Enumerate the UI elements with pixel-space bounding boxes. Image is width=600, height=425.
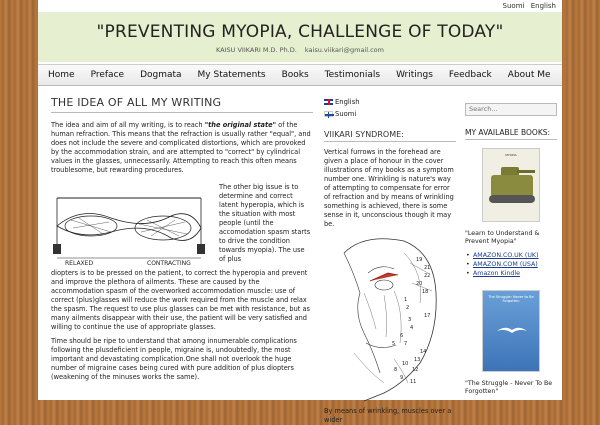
face-label-5: 5 [392, 341, 396, 347]
face-label-18: 18 [422, 289, 429, 295]
main-column [51, 96, 313, 387]
site-title[interactable]: "PREVENTING MYOPIA, CHALLENGE OF TODAY" [96, 22, 504, 42]
lang-link-english[interactable]: English [530, 2, 556, 10]
lang-link-suomi[interactable]: Suomi [502, 2, 525, 10]
tank-tread [489, 195, 535, 203]
nav-feedback[interactable]: Feedback [448, 70, 492, 80]
intro-paragraph [51, 121, 313, 175]
nav-writings[interactable]: Writings [396, 70, 433, 80]
intro-emphasis: "the original state" [204, 121, 277, 129]
amazon-uk-link[interactable]: AMAZON.CO.UK (UK) [473, 251, 539, 259]
face-label-14: 14 [420, 349, 427, 355]
page-wrapper [38, 0, 562, 424]
face-label-1: 1 [404, 297, 408, 303]
figure-row [51, 180, 313, 269]
book2-cover-title: The Struggle: Never to Be Forgotten [488, 294, 534, 303]
face-label-17: 17 [424, 313, 431, 319]
book-cover-struggle[interactable] [482, 290, 540, 372]
sidebar [465, 96, 557, 397]
lang-suomi-label: Suomi [335, 110, 357, 118]
face-label-7: 7 [404, 341, 408, 347]
lang-option-suomi[interactable] [324, 108, 456, 120]
nav-home[interactable]: Home [48, 70, 75, 80]
nav-preface[interactable]: Preface [90, 70, 125, 80]
amazon-kindle-link[interactable]: Amazon Kindle [473, 269, 520, 277]
face-label-22: 22 [424, 273, 431, 279]
syndrome-paragraph: Vertical furrows in the forehead are given a place of honour in the cover illustrations of my books as a symptom number one. Wrinkling is nature's way of attempting to compensate for error of refraction and by means of wrinkling something is achieved, there is some sense in it, unconscious though it may be. [324, 148, 454, 228]
nav-about-me[interactable]: About Me [507, 70, 551, 80]
face-label-2: 2 [406, 305, 410, 311]
intro-text-b: of the human refraction. This means that the refraction is usually rather "equal", and does not include the severe and complicated distortions, which are provoked by the accommodation strain, and are attempted to "correct" by cylindrical values in the glasses, unnecessarily. Attempting to reach this often means troublesome, but rewarding procedures. [51, 121, 311, 174]
uk-flag-icon [324, 99, 333, 105]
face-muscle-diagram [324, 233, 456, 403]
intro-text-a: The idea and aim of all my writing, is to reach [51, 121, 205, 129]
lang-option-english[interactable] [324, 96, 456, 108]
author-name: KAISU VIIKARI M.D. Ph.D. [216, 46, 297, 54]
main-nav [38, 64, 562, 86]
face-label-6: 6 [400, 333, 404, 339]
migraine-paragraph: Time should be ripe to understand that among innumerable complications following the plusdeficient in people, migraine is, undoubtedly, the most important and devastating complication.One shall not overlook the huge number of migraine cases being cured with pure addition of plus diopters (weakening of the minuses works the same). [51, 337, 297, 381]
site-header [38, 12, 562, 62]
face-label-12: 12 [412, 367, 419, 373]
books-heading: MY AVAILABLE BOOKS: [465, 128, 557, 140]
book2-caption: "The Struggle - Never To Be Forgotten" [465, 379, 553, 395]
lang-english-label: English [335, 98, 360, 106]
face-label-11: 11 [410, 379, 417, 385]
hyperopia-paragraph-side: The other big issue is to determine and correct latent hyperopia, which is the situation with most people (until the accomodation spasm starts to drive the condition towards myopia). The use of plus [219, 183, 311, 263]
face-label-19: 19 [416, 257, 423, 263]
site-subtitle [38, 46, 562, 54]
face-label-8: 8 [394, 367, 398, 373]
hyperopia-paragraph-rest: diopters is to be pressed on the patient, to correct the hyperopia and prevent and improve the plethora of ailments. These are caused by the accommodation spasm of the overworked accommodation muscle: use of correct (plus)glasses will reduce the work required from the muscle and relax the spasm. The request to use plus glasses can be met with resistance, but as many ailments disappear with their use, the patient will be very satisfied and willing to continue the use of appropriate glasses. [51, 269, 310, 331]
nav-dogmata[interactable]: Dogmata [140, 70, 182, 80]
tank-body [491, 175, 533, 197]
amazon-usa-link[interactable]: AMAZON.COM (USA) [473, 260, 538, 268]
tank-gun [517, 170, 535, 173]
author-email: kaisu.viikari@gmail.com [304, 46, 384, 54]
language-bar [38, 0, 562, 12]
muscle-diagram [51, 188, 211, 268]
link-item [473, 251, 557, 260]
link-item [473, 260, 557, 269]
wrinkling-paragraph: By means of wrinkling, muscles over a wider [324, 407, 452, 424]
face-label-13: 13 [414, 357, 421, 363]
face-label-10: 10 [402, 361, 409, 367]
face-label-9: 9 [400, 375, 404, 381]
link-item [473, 269, 557, 278]
book-cover-myopia[interactable] [482, 148, 540, 222]
bird-icon [497, 325, 527, 335]
face-label-4: 4 [410, 325, 414, 331]
content-area [38, 90, 562, 424]
syndrome-heading: VIIKARI SYNDROME: [324, 130, 456, 142]
nav-books[interactable]: Books [281, 70, 309, 80]
book1-caption: "Learn to Understand & Prevent Myopia" [465, 229, 540, 245]
page-title: THE IDEA OF ALL MY WRITING [51, 96, 313, 113]
nav-my-statements[interactable]: My Statements [197, 70, 266, 80]
middle-column [324, 96, 456, 425]
face-label-3: 3 [408, 317, 412, 323]
book1-cover-title: MYOPIA [505, 152, 517, 157]
search-input[interactable] [465, 103, 557, 116]
nav-testimonials[interactable]: Testimonials [324, 70, 381, 80]
label-contracting: CONTRACTING [147, 260, 191, 267]
face-label-21: 21 [424, 265, 431, 271]
label-relaxed: RELAXED [65, 260, 94, 267]
face-label-20: 20 [416, 281, 423, 287]
finland-flag-icon [324, 111, 333, 117]
book-links [465, 251, 557, 278]
